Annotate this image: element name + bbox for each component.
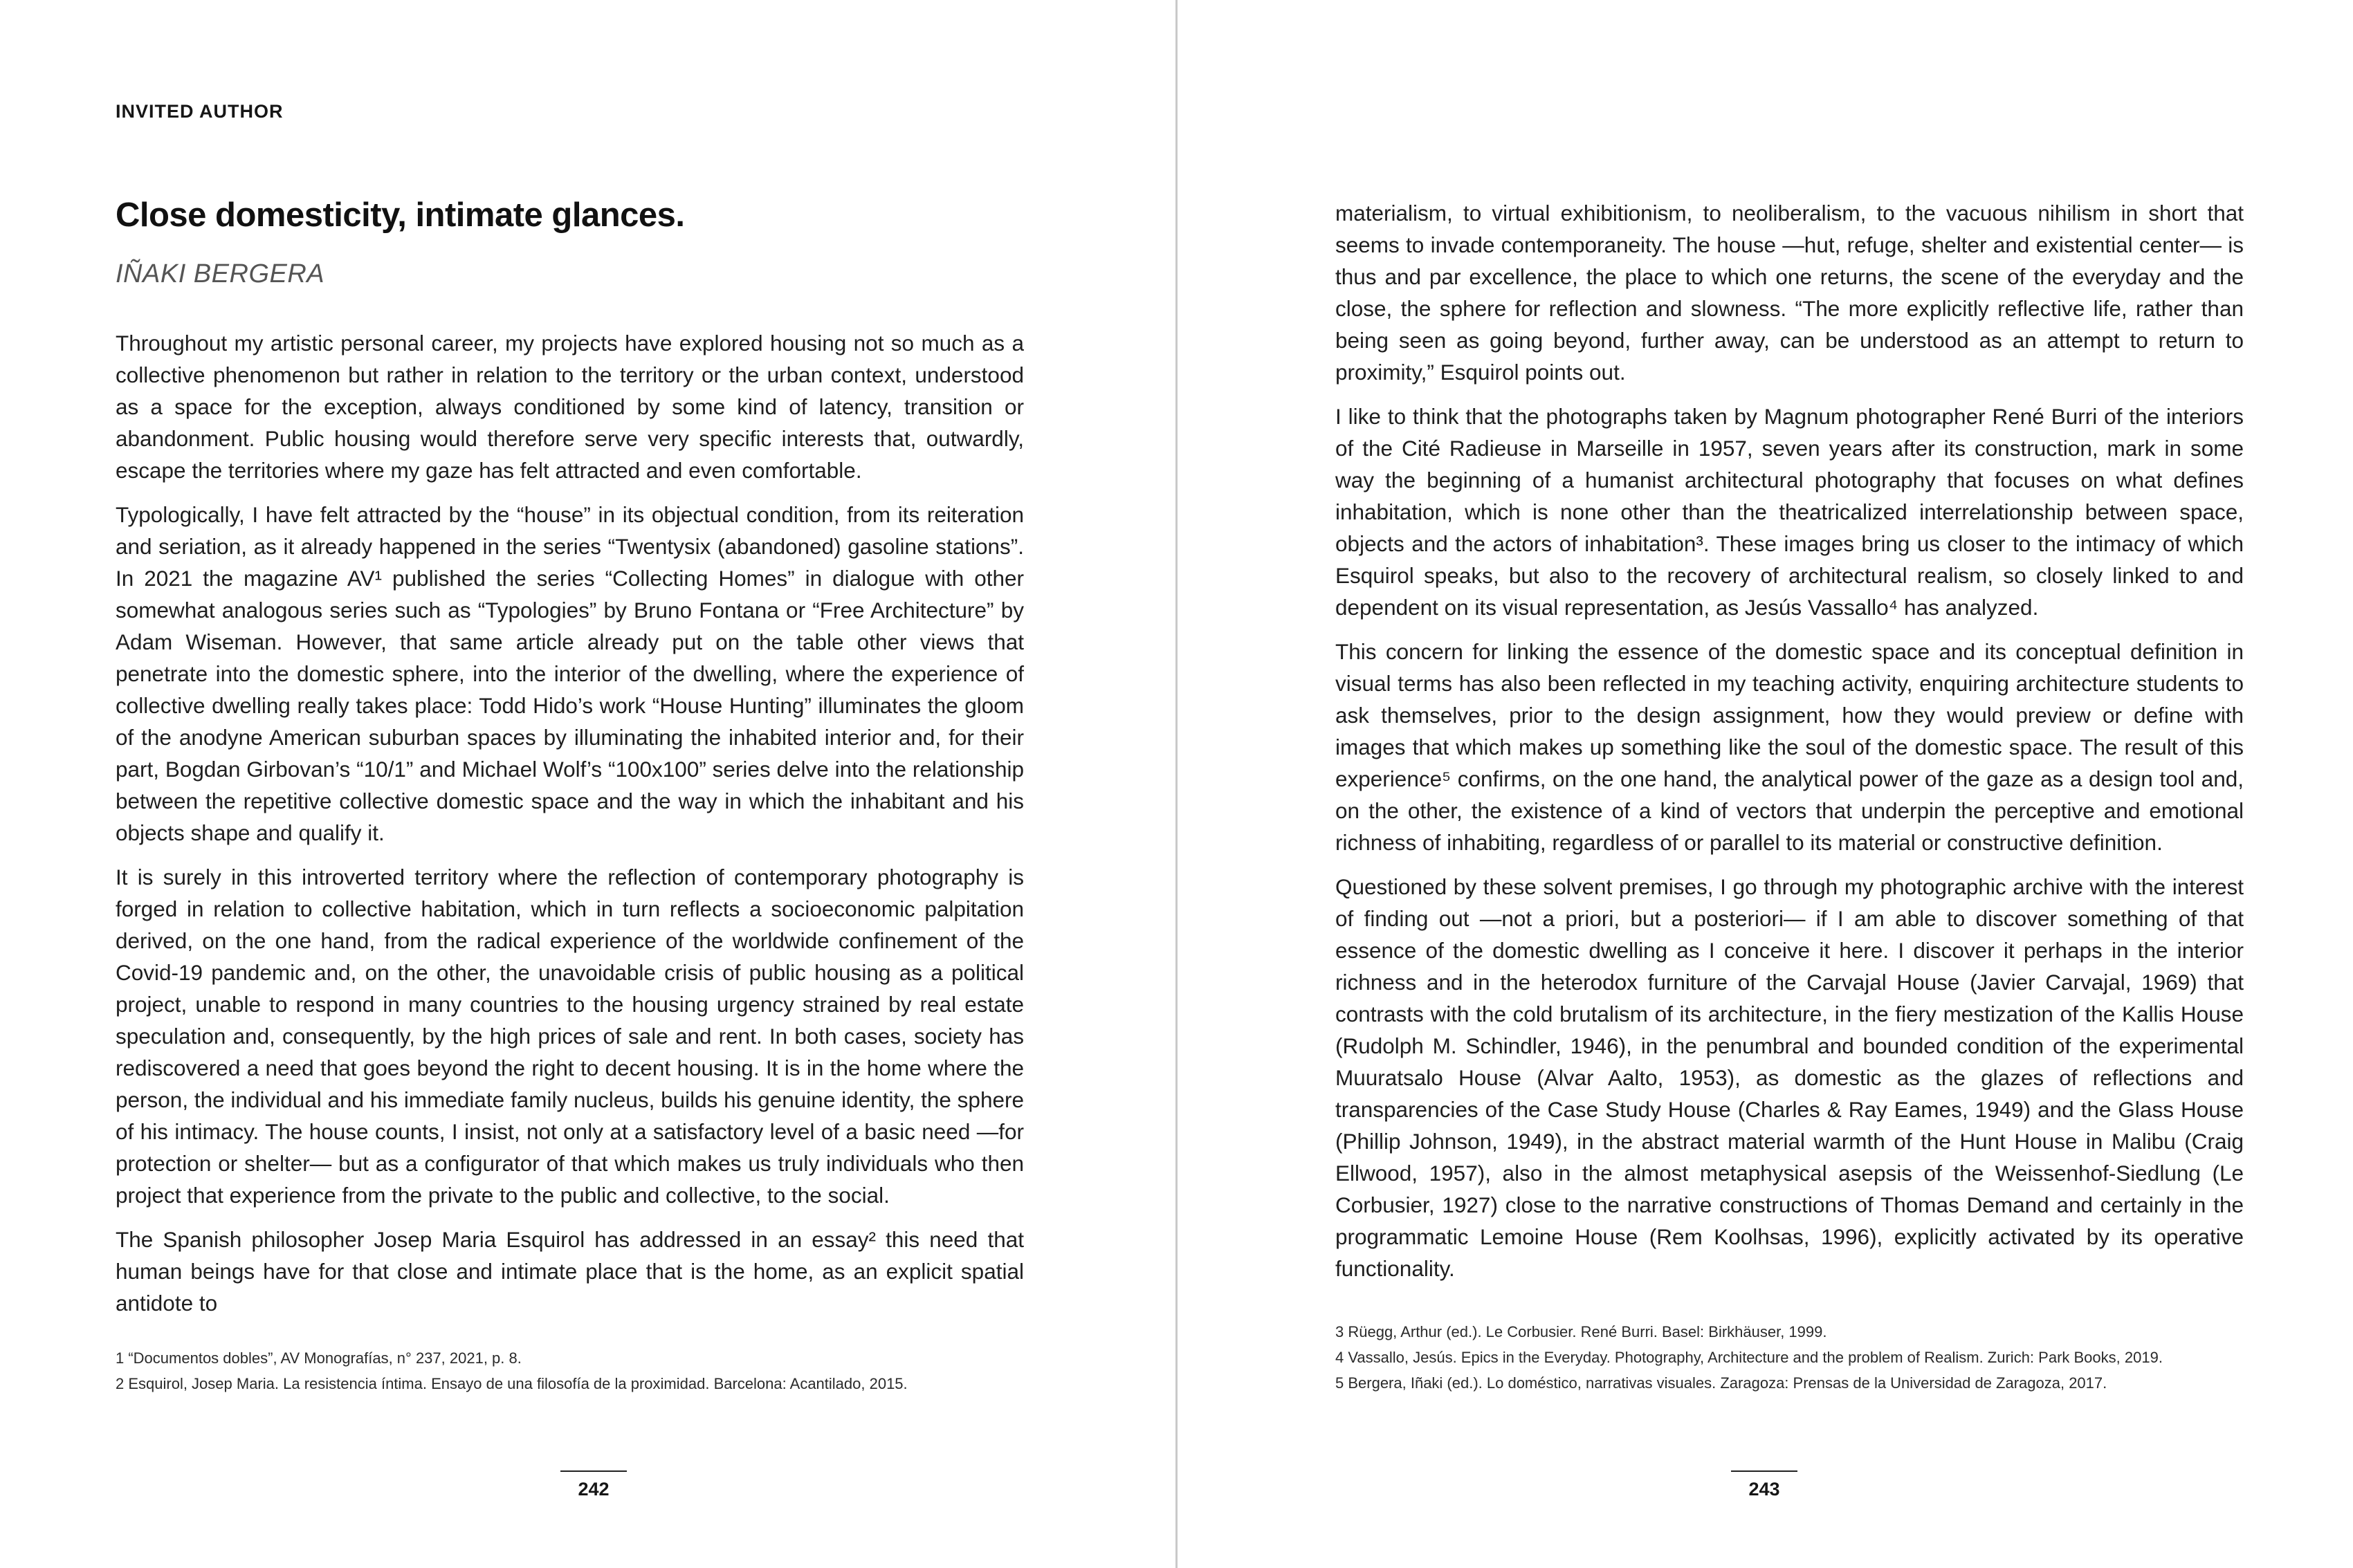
footnotes-left xyxy=(116,1345,1029,1396)
paragraph: The Spanish philosopher Josep Maria Esquirol has addressed in an essay² this need that human beings have for that close and intimate place that is the home, as an explicit spatial antidote to xyxy=(116,1227,1024,1316)
page-number-block xyxy=(559,1470,628,1500)
footnote: 4 Vassallo, Jesús. Epics in the Everyday. Photography, Architecture and the problem of Realism. Zurich: Park Books, 2019. xyxy=(1335,1349,2163,1366)
paragraph: materialism, to virtual exhibitionism, to neoliberalism, to the vacuous nihilism in short that seems to invade contemporaneity. The house —hut, refuge, shelter and existential center— is thus and par excellence, the place to which one returns, the scene of the everyday and the close, the sphere for reflection and slowness. “The more explicitly reflective life, rather than being seen as going beyond, further away, can be understood as an attempt to return to proximity,” Esquirol points out. xyxy=(1335,201,2244,385)
paragraph: I like to think that the photographs taken by Magnum photographer René Burri of the interiors of the Cité Radieuse in Marseille in 1957, seven years after its construction, mark in some way the beginning of a humanist architectural photography that focuses on what defines inhabitation, which is none other than the theatricalized interrelationship between space, objects and the actors of inhabitation³. These images bring us closer to the intimacy of which Esquirol speaks, but also to the recovery of architectural realism, so closely linked to and dependent on its visual representation, as Jesús Vassallo⁴ has analyzed. xyxy=(1335,404,2244,620)
page-number-block xyxy=(1730,1470,1799,1500)
body-text-right xyxy=(1335,197,2244,1297)
page-number-rule xyxy=(1731,1470,1797,1472)
page-number-rule xyxy=(560,1470,627,1472)
footnotes-right xyxy=(1335,1319,2249,1396)
paragraph: This concern for linking the essence of the domestic space and its conceptual definition in visual terms has also been reflected in my teaching activity, enquiring architecture students to ask themselves, prior to the design assignment, how they would preview or define with images that which makes up something like the soul of the domestic space. The result of this experience⁵ confirms, on the one hand, the analytical power of the gaze as a design tool and, on the other, the existence of a kind of vectors that underpin the perceptive and emotional richness of inhabiting, regardless of or parallel to its material or constructive definition. xyxy=(1335,639,2244,855)
page-number: 243 xyxy=(1748,1479,1780,1500)
article-title: Close domesticity, intimate glances. xyxy=(116,196,685,234)
footnote: 5 Bergera, Iñaki (ed.). Lo doméstico, narrativas visuales. Zaragoza: Prensas de la Universidad de Zaragoza, 2017. xyxy=(1335,1374,2107,1392)
author-name: IÑAKI BERGERA xyxy=(116,259,325,288)
footnote: 1 “Documentos dobles”, AV Monografías, n° 237, 2021, p. 8. xyxy=(116,1349,522,1367)
page-number: 242 xyxy=(578,1479,610,1500)
paragraph: Throughout my artistic personal career, my projects have explored housing not so much as a collective phenomenon but rather in relation to the territory or the urban context, understood as a space for the exception, always conditioned by some kind of latency, transition or abandonment. Public housing would therefore serve very specific interests that, outwardly, escape the territories where my gaze has felt attracted and even comfortable. xyxy=(116,331,1024,483)
right-page xyxy=(1178,0,2353,1568)
left-page xyxy=(0,0,1176,1568)
section-label: INVITED AUTHOR xyxy=(116,101,284,122)
paragraph: Questioned by these solvent premises, I go through my photographic archive with the interest of finding out —not a priori, but a posteriori— if I am able to discover something of that essence of the domestic dwelling as I conceive it here. I discover it perhaps in the interior richness and in the heterodox furniture of the Carvajal House (Javier Carvajal, 1969) that contrasts with the cold brutalism of its architecture, in the fiery mestization of the Kallis House (Rudolph M. Schindler, 1946), in the penumbral and bounded condition of the experimental Muuratsalo House (Alvar Aalto, 1953), as domestic as the glazes of reflections and transparencies of the Case Study House (Charles & Ray Eames, 1949) and the Glass House (Phillip Johnson, 1949), in the abstract material warmth of the Hunt House in Malibu (Craig Ellwood, 1957), also in the almost metaphysical asepsis of the Weissenhof-Siedlung (Le Corbusier, 1927) close to the narrative constructions of Thomas Demand and certainly in the programmatic Lemoine House (Rem Koolhsas, 1996), explicitly activated by its operative functionality. xyxy=(1335,874,2244,1281)
paragraph: It is surely in this introverted territory where the reflection of contemporary photography is forged in relation to collective habitation, which in turn reflects a socioeconomic palpitation derived, on the one hand, from the radical experience of the worldwide confinement of the Covid-19 pandemic and, on the other, the unavoidable crisis of public housing as a political project, unable to respond in many countries to the housing urgency strained by real estate speculation and, consequently, by the high prices of sale and rent. In both cases, society has rediscovered a need that goes beyond the right to decent housing. It is in the home where the person, the individual and his immediate family nucleus, builds his genuine identity, the sphere of his intimacy. The house counts, I insist, not only at a satisfactory level of a basic need —for protection or shelter— but as a configurator of that which makes us truly individuals who then project that experience from the private to the public and collective, to the social. xyxy=(116,865,1024,1208)
footnote: 2 Esquirol, Josep Maria. La resistencia íntima. Ensayo de una filosofía de la proximidad. Barcelona: Acantilado, 2015. xyxy=(116,1375,908,1392)
paragraph: Typologically, I have felt attracted by the “house” in its objectual condition, from its reiteration and seriation, as it already happened in the series “Twentysix (abandoned) gasoline stations”. In 2021 the magazine AV¹ published the series “Collecting Homes” in dialogue with other somewhat analogous series such as “Typologies” by Bruno Fontana or “Free Architecture” by Adam Wiseman. However, that same article already put on the table other views that penetrate into the domestic sphere, into the interior of the dwelling, where the experience of collective dwelling really takes place: Todd Hido’s work “House Hunting” illuminates the gloom of the anodyne American suburban spaces by illuminating the inhabited interior and, for their part, Bogdan Girbovan’s “10/1” and Michael Wolf’s “100x100” series delve into the relationship between the repetitive collective domestic space and the way in which the inhabitant and his objects shape and qualify it. xyxy=(116,502,1024,845)
body-text-left xyxy=(116,327,1024,1331)
footnote: 3 Rüegg, Arthur (ed.). Le Corbusier. René Burri. Basel: Birkhäuser, 1999. xyxy=(1335,1323,1827,1340)
